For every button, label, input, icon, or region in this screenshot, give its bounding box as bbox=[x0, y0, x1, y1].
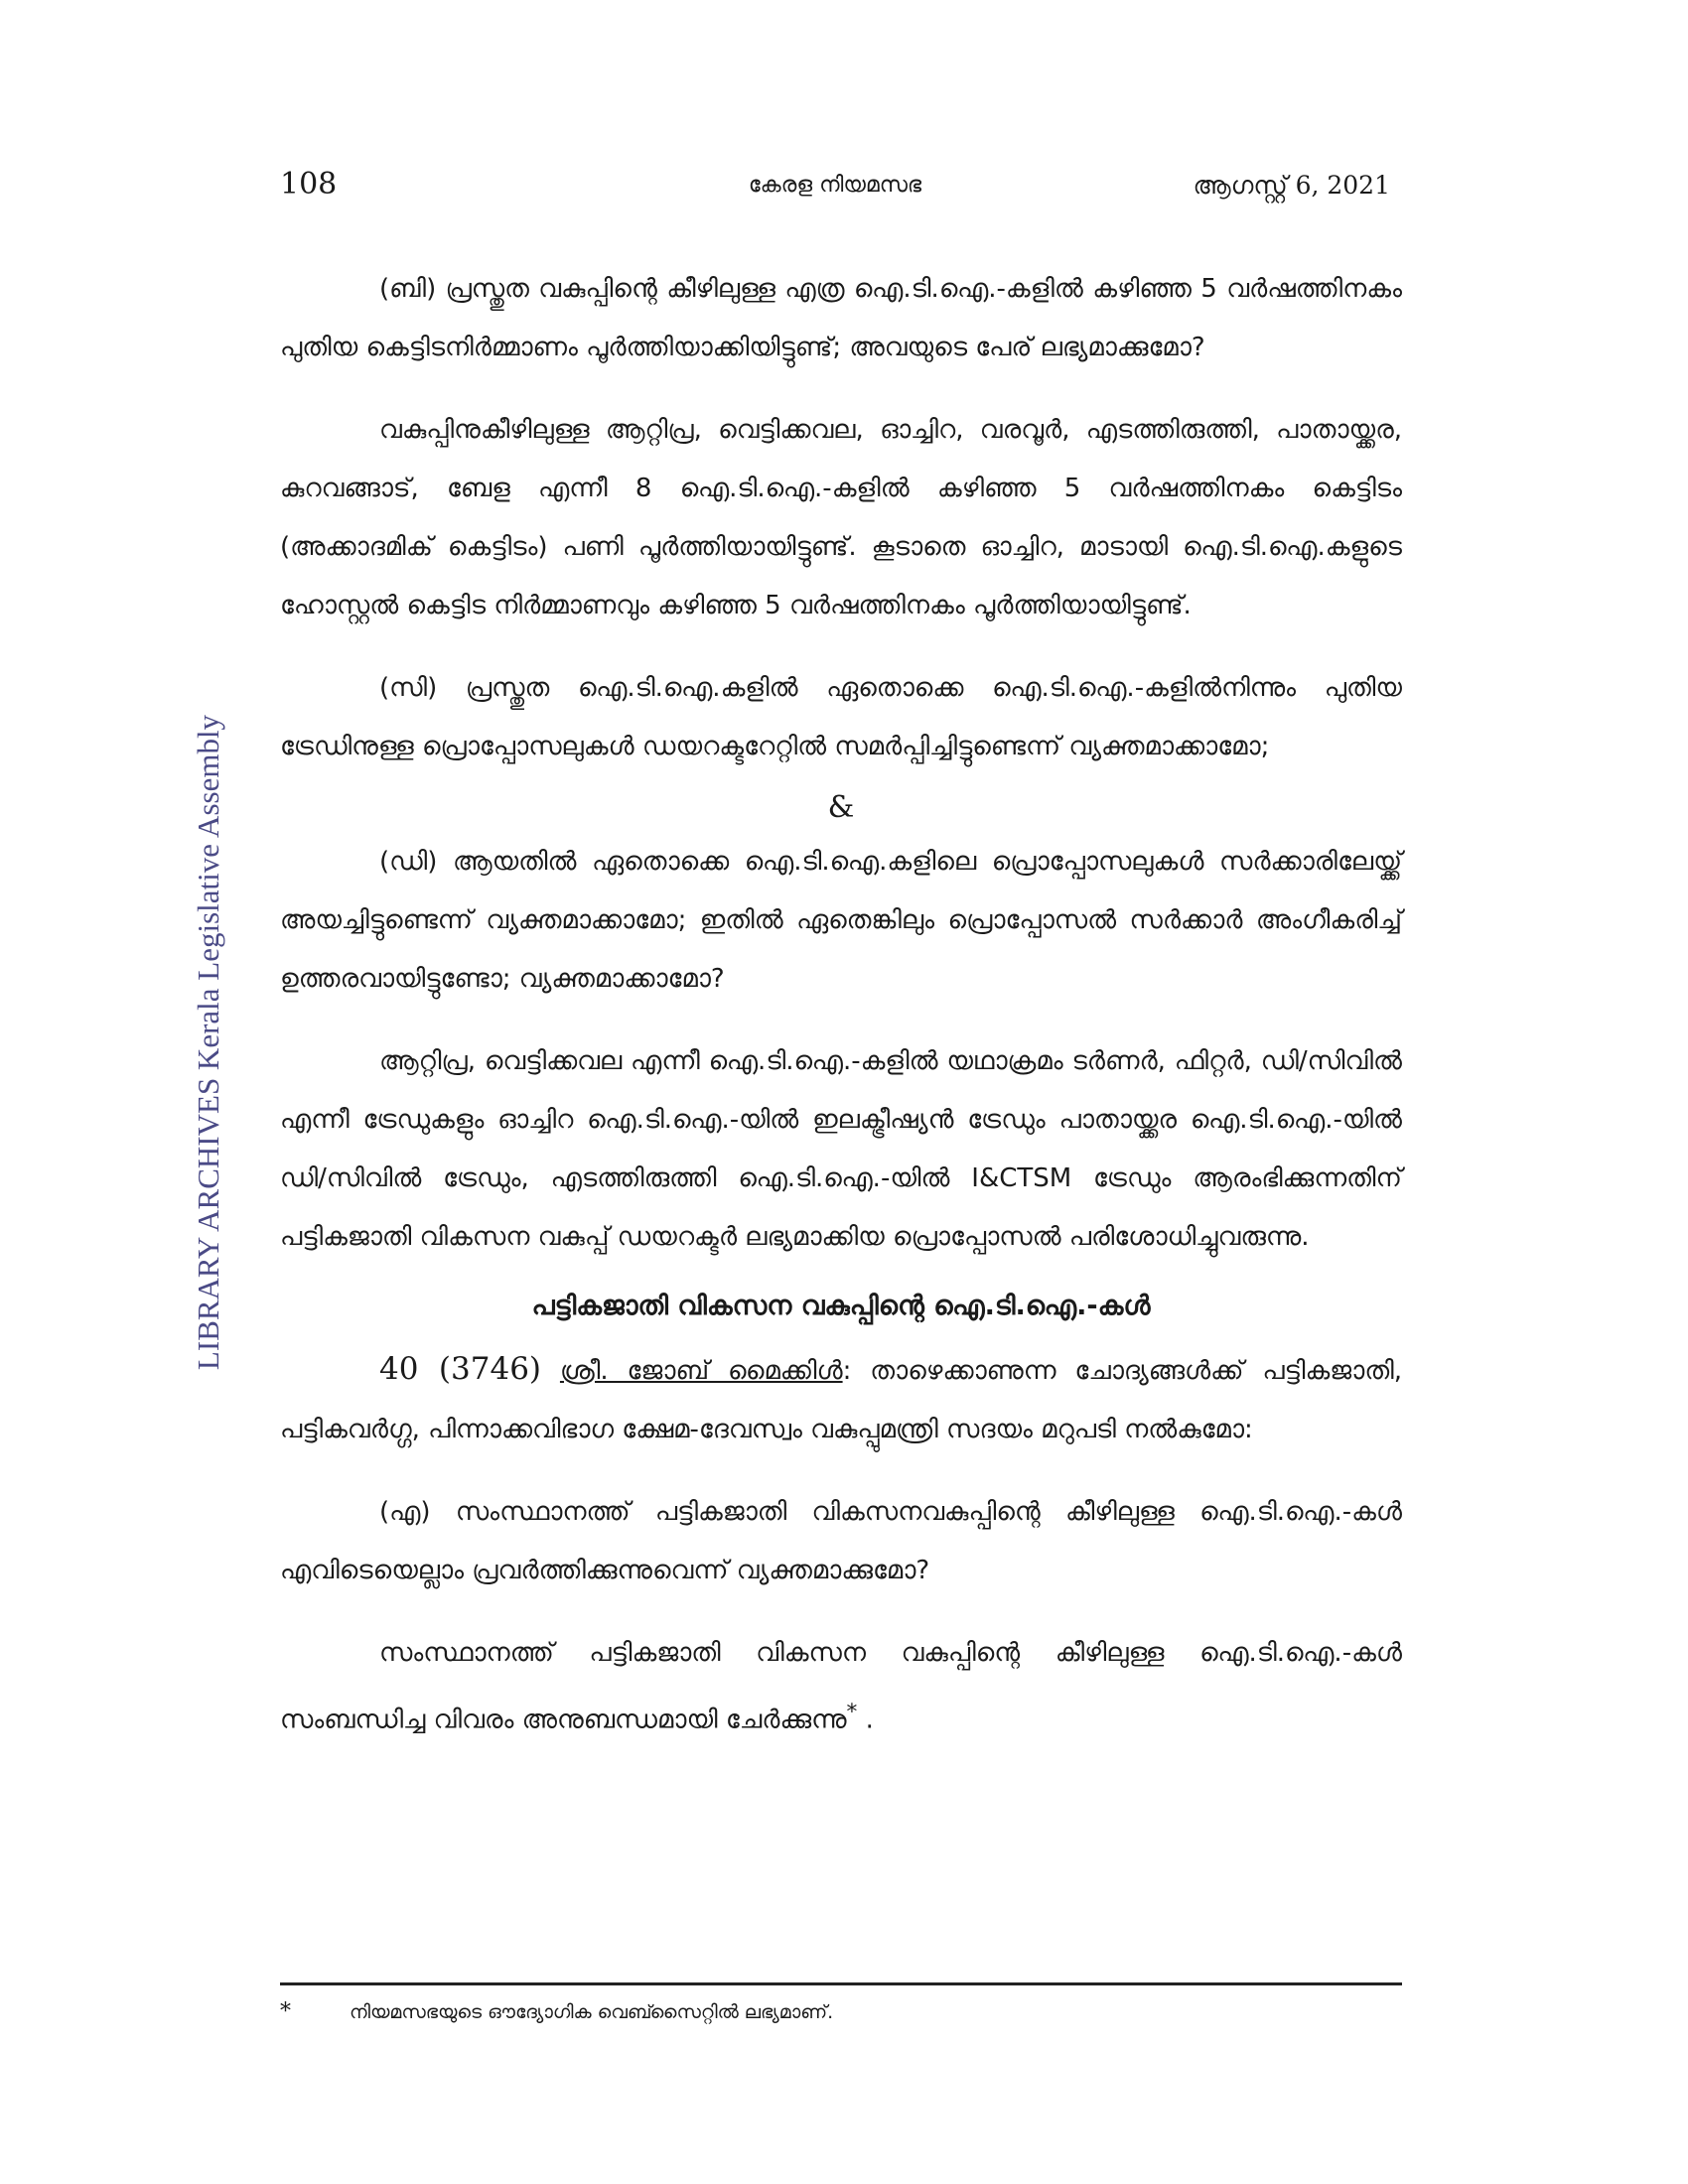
footnote-reference: * bbox=[846, 1700, 858, 1724]
page-header bbox=[280, 167, 1390, 210]
footnote-divider bbox=[280, 1982, 1402, 1985]
page-number: 108 bbox=[280, 167, 338, 202]
document-body bbox=[280, 260, 1402, 1774]
question-a: (എ) സംസ്ഥാനത്ത് പട്ടികജാതി വികസനവകുപ്പിന്റെ കീഴിലുള്ള ഐ.ടി.ഐ.-കൾ എവിടെയെല്ലാം പ്രവർത്തിക്കുന്നുവെന്ന് വ്യക്തമാക്കുമോ? bbox=[280, 1497, 1402, 1585]
question-c: (സി) പ്രസ്തുത ഐ.ടി.ഐ.കളിൽ ഏതൊക്കെ ഐ.ടി.ഐ.-കളിൽനിന്നും പുതിയ ട്രേഡിനുള്ള പ്രൊപ്പോസലുകൾ ഡയറക്ടറേറ്റിൽ സമർപ്പിച്ചിട്ടുണ്ടെന്ന് വ്യക്തമാക്കാമോ; bbox=[280, 673, 1402, 761]
answer-b: വകുപ്പിനുകീഴിലുള്ള ആറ്റിപ്ര, വെട്ടിക്കവല, ഓച്ചിറ, വരവൂർ, എടത്തിരുത്തി, പാതായ്ക്കര, കുറവങ്ങാട്, ബേള എന്നീ 8 ഐ.ടി.ഐ.-കളിൽ കഴിഞ്ഞ 5 വർഷത്തിനകം കെട്ടിടം (അക്കാദമിക് കെട്ടിടം) പണി പൂർത്തിയായിട്ടുണ്ട്. കൂടാതെ ഓച്ചിറ, മാടായി ഐ.ടി.ഐ.കളുടെ ഹോസ്റ്റൽ കെട്ടിട നിർമ്മാണവും കഴിഞ്ഞ 5 വർഷത്തിനകം പൂർത്തിയായിട്ടുണ്ട്. bbox=[280, 415, 1402, 620]
answer-a bbox=[280, 1624, 1402, 1750]
footnote-mark: * bbox=[280, 1999, 291, 2024]
member-name: ശ്രീ. ജോബ് മൈക്കിൾ bbox=[559, 1356, 843, 1386]
question-b: (ബി) പ്രസ്തുത വകുപ്പിന്റെ കീഴിലുള്ള എത്ര ഐ.ടി.ഐ.-കളിൽ കഴിഞ്ഞ 5 വർഷത്തിനകം പുതിയ കെട്ടിടനിർമ്മാണം പൂർത്തിയാക്കിയിട്ടുണ്ട്; അവയുടെ പേര് ലഭ്യമാക്കുമോ? bbox=[280, 274, 1402, 362]
question-intro bbox=[280, 1340, 1402, 1459]
side-watermark: LIBRARY ARCHIVES Kerala Legislative Assembly bbox=[191, 714, 225, 1371]
ampersand-separator: & bbox=[827, 790, 855, 825]
section-heading: പട്ടികജാതി വികസന വകുപ്പിന്റെ ഐ.ടി.ഐ.-കൾ bbox=[531, 1291, 1151, 1321]
question-d: (ഡി) ആയതിൽ ഏതൊക്കെ ഐ.ടി.ഐ.കളിലെ പ്രൊപ്പോസലുകൾ സർക്കാരിലേയ്ക്ക് അയച്ചിട്ടുണ്ടെന്ന് വ്യക്തമാക്കാമോ; ഇതിൽ ഏതെങ്കിലും പ്രൊപ്പോസൽ സർക്കാർ അംഗീകരിച്ച് ഉത്തരവായിട്ടുണ്ടോ; വ്യക്തമാക്കാമോ? bbox=[280, 847, 1402, 994]
question-intro-text: : താഴെക്കാണുന്ന ചോദ്യങ്ങൾക്ക് പട്ടികജാതി, പട്ടികവർഗ്ഗ, പിന്നാക്കവിഭാഗ ക്ഷേമ-ദേവസ്വം വകുപ്പുമന്ത്രി സദയം മറുപടി നൽകുമോ: bbox=[280, 1356, 1403, 1444]
answer-a-text: സംസ്ഥാനത്ത് പട്ടികജാതി വികസന വകുപ്പിന്റെ കീഴിലുള്ള ഐ.ടി.ഐ.-കൾ സംബന്ധിച്ച വിവരം അനുബന്ധമായി ചേർക്കുന്നു bbox=[280, 1638, 1402, 1735]
footnote-text: നിയമസഭയുടെ ഔദ്യോഗിക വെബ്സൈറ്റിൽ ലഭ്യമാണ്. bbox=[350, 2001, 834, 2023]
question-number: 40 (3746) bbox=[379, 1351, 542, 1387]
header-date: ആഗസ്റ്റ് 6, 2021 bbox=[1193, 171, 1390, 200]
footnote bbox=[280, 1999, 1402, 2024]
answer-a-end: . bbox=[857, 1705, 874, 1735]
header-title: കേരള നിയമസഭ bbox=[748, 173, 922, 198]
answer-c-d: ആറ്റിപ്ര, വെട്ടിക്കവല എന്നീ ഐ.ടി.ഐ.-കളിൽ യഥാക്രമം ടർണർ, ഫിറ്റർ, ഡി/സിവിൽ എന്നീ ട്രേഡുകളും ഓച്ചിറ ഐ.ടി.ഐ.-യിൽ ഇലക്ട്രീഷ്യൻ ട്രേഡും പാതായ്ക്കര ഐ.ടി.ഐ.-യിൽ ഡി/സിവിൽ ട്രേഡും, എടത്തിരുത്തി ഐ.ടി.ഐ.-യിൽ I&CTSM ട്രേഡും ആരംഭിക്കുന്നതിന് പട്ടികജാതി വികസന വകുപ്പ് ഡയറക്ടർ ലഭ്യമാക്കിയ പ്രൊപ്പോസൽ പരിശോധിച്ചുവരുന്നു. bbox=[280, 1046, 1402, 1252]
